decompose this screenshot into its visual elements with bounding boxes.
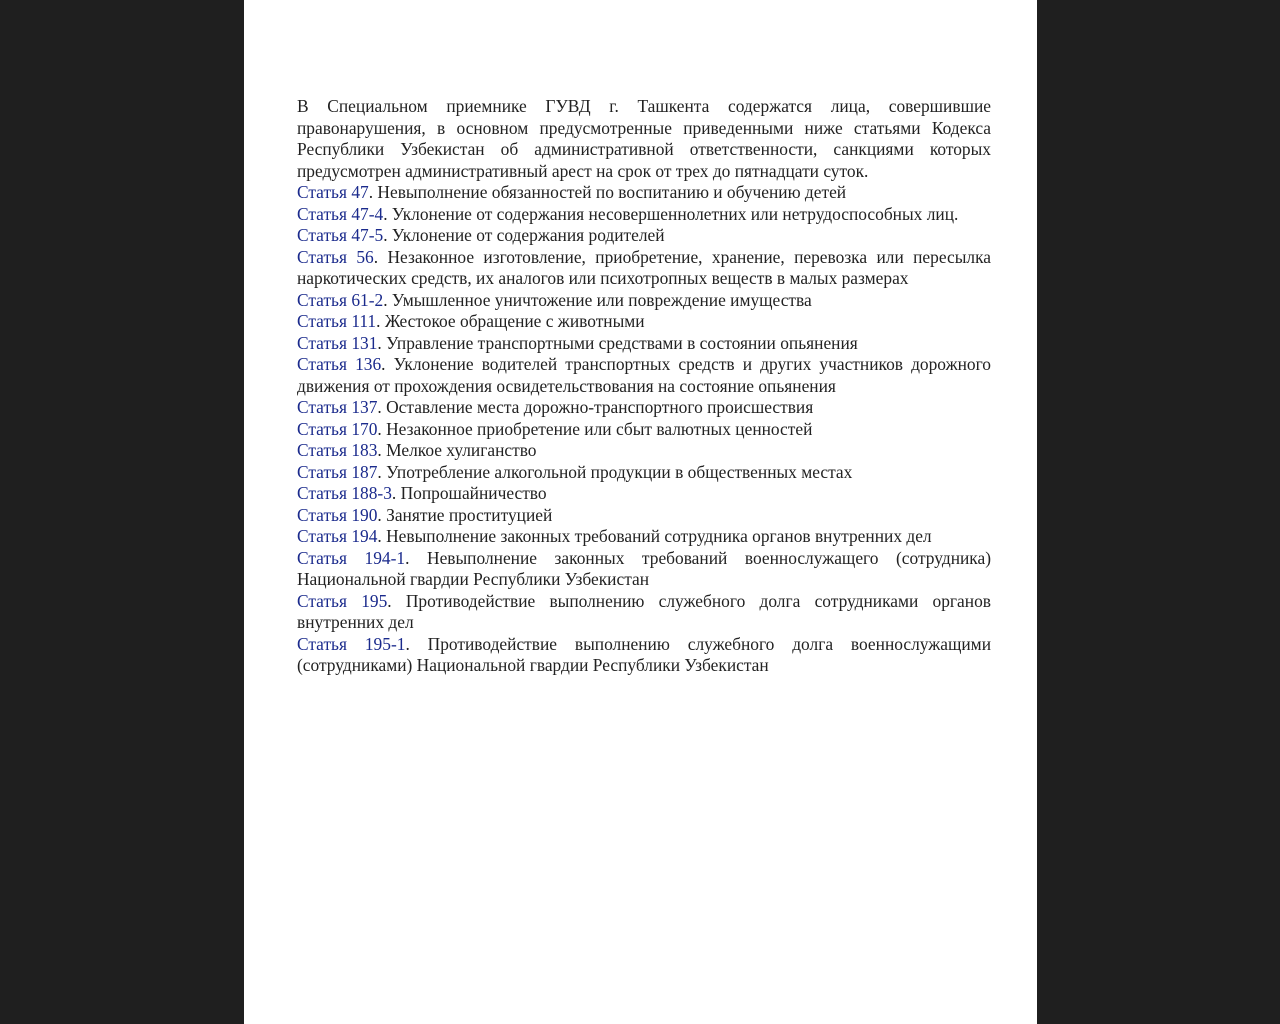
- article-item: [297, 505, 991, 527]
- article-item: [297, 548, 991, 591]
- intro-paragraph: В Специальном приемнике ГУВД г. Ташкента содержатся лица, совершившие правонарушения, в основном предусмотренные приведенными ниже статьями Кодекса Республики Узбекистан об административной ответственности, санкциями которых предусмотрен административный арест на срок от трех до пятнадцати суток.: [297, 96, 991, 181]
- article-link[interactable]: Статья 194: [297, 526, 378, 546]
- article-title: . Занятие проституцией: [377, 504, 553, 525]
- article-item: [297, 591, 991, 634]
- article-link[interactable]: Статья 47: [297, 182, 369, 202]
- article-item: [297, 290, 991, 312]
- article-link[interactable]: Статья 61-2: [297, 289, 384, 310]
- article-link[interactable]: Статья 47-5: [297, 225, 384, 245]
- article-item: [297, 225, 991, 247]
- article-link[interactable]: Статья 188-3: [297, 483, 392, 503]
- article-link[interactable]: Статья 194-1: [297, 547, 406, 568]
- article-item: [297, 634, 991, 677]
- article-link[interactable]: Статья 183: [297, 440, 378, 460]
- article-link[interactable]: Статья 195: [297, 590, 388, 611]
- article-item: [297, 204, 991, 226]
- article-item: [297, 397, 991, 419]
- article-item: [297, 483, 991, 505]
- article-link[interactable]: Статья 47-4: [297, 203, 384, 224]
- article-title: . Употребление алкогольной продукции в общественных местах: [377, 461, 853, 482]
- article-link[interactable]: Статья 137: [297, 397, 378, 417]
- article-title: . Противодействие выполнению служебного долга сотрудниками органов внутренних дел: [297, 590, 991, 632]
- document-page: [244, 0, 1037, 1024]
- article-title: . Невыполнение законных требований сотрудника органов внутренних дел: [377, 526, 932, 546]
- article-link[interactable]: Статья 195-1: [297, 633, 406, 654]
- article-item: [297, 462, 991, 484]
- article-title: . Жестокое обращение с животными: [376, 311, 645, 331]
- article-item: [297, 419, 991, 441]
- article-title: . Управление транспортными средствами в состоянии опьянения: [377, 332, 858, 353]
- article-item: [297, 440, 991, 462]
- article-item: [297, 247, 991, 290]
- article-title: . Невыполнение обязанностей по воспитанию и обучению детей: [368, 182, 847, 202]
- article-link[interactable]: Статья 170: [297, 418, 378, 439]
- article-link[interactable]: Статья 131: [297, 332, 378, 353]
- article-title: . Попрошайничество: [391, 483, 547, 503]
- article-item: [297, 182, 991, 204]
- article-link[interactable]: Статья 111: [297, 311, 377, 331]
- article-title: . Уклонение от содержания несовершеннолетних или нетрудоспособных лиц.: [383, 203, 959, 224]
- article-link[interactable]: Статья 187: [297, 461, 378, 482]
- article-title: . Мелкое хулиганство: [377, 440, 537, 460]
- article-title: . Уклонение водителей транспортных средств и других участников дорожного движения от прохождения освидетельствования на состояние опьянения: [297, 354, 991, 396]
- article-title: . Невыполнение законных требований военнослужащего (сотрудника) Национальной гвардии Республики Узбекистан: [297, 547, 991, 589]
- article-title: . Незаконное приобретение или сбыт валютных ценностей: [377, 418, 813, 439]
- article-title: . Противодействие выполнению служебного долга военнослужащими (сотрудниками) Национальной гвардии Республики Узбекистан: [297, 633, 991, 675]
- article-title: . Умышленное уничтожение или повреждение имущества: [383, 289, 812, 310]
- page-content: [297, 96, 991, 677]
- article-item: [297, 526, 991, 548]
- article-title: . Уклонение от содержания родителей: [383, 225, 665, 245]
- article-list: [297, 182, 991, 677]
- article-link[interactable]: Статья 56: [297, 246, 374, 267]
- article-item: [297, 354, 991, 397]
- article-item: [297, 333, 991, 355]
- article-title: . Незаконное изготовление, приобретение, хранение, перевозка или пересылка наркотических средств, их аналогов или психотропных веществ в малых размерах: [297, 246, 991, 288]
- article-title: . Оставление места дорожно-транспортного происшествия: [377, 397, 814, 417]
- article-link[interactable]: Статья 136: [297, 354, 382, 374]
- article-link[interactable]: Статья 190: [297, 504, 378, 525]
- article-item: [297, 311, 991, 333]
